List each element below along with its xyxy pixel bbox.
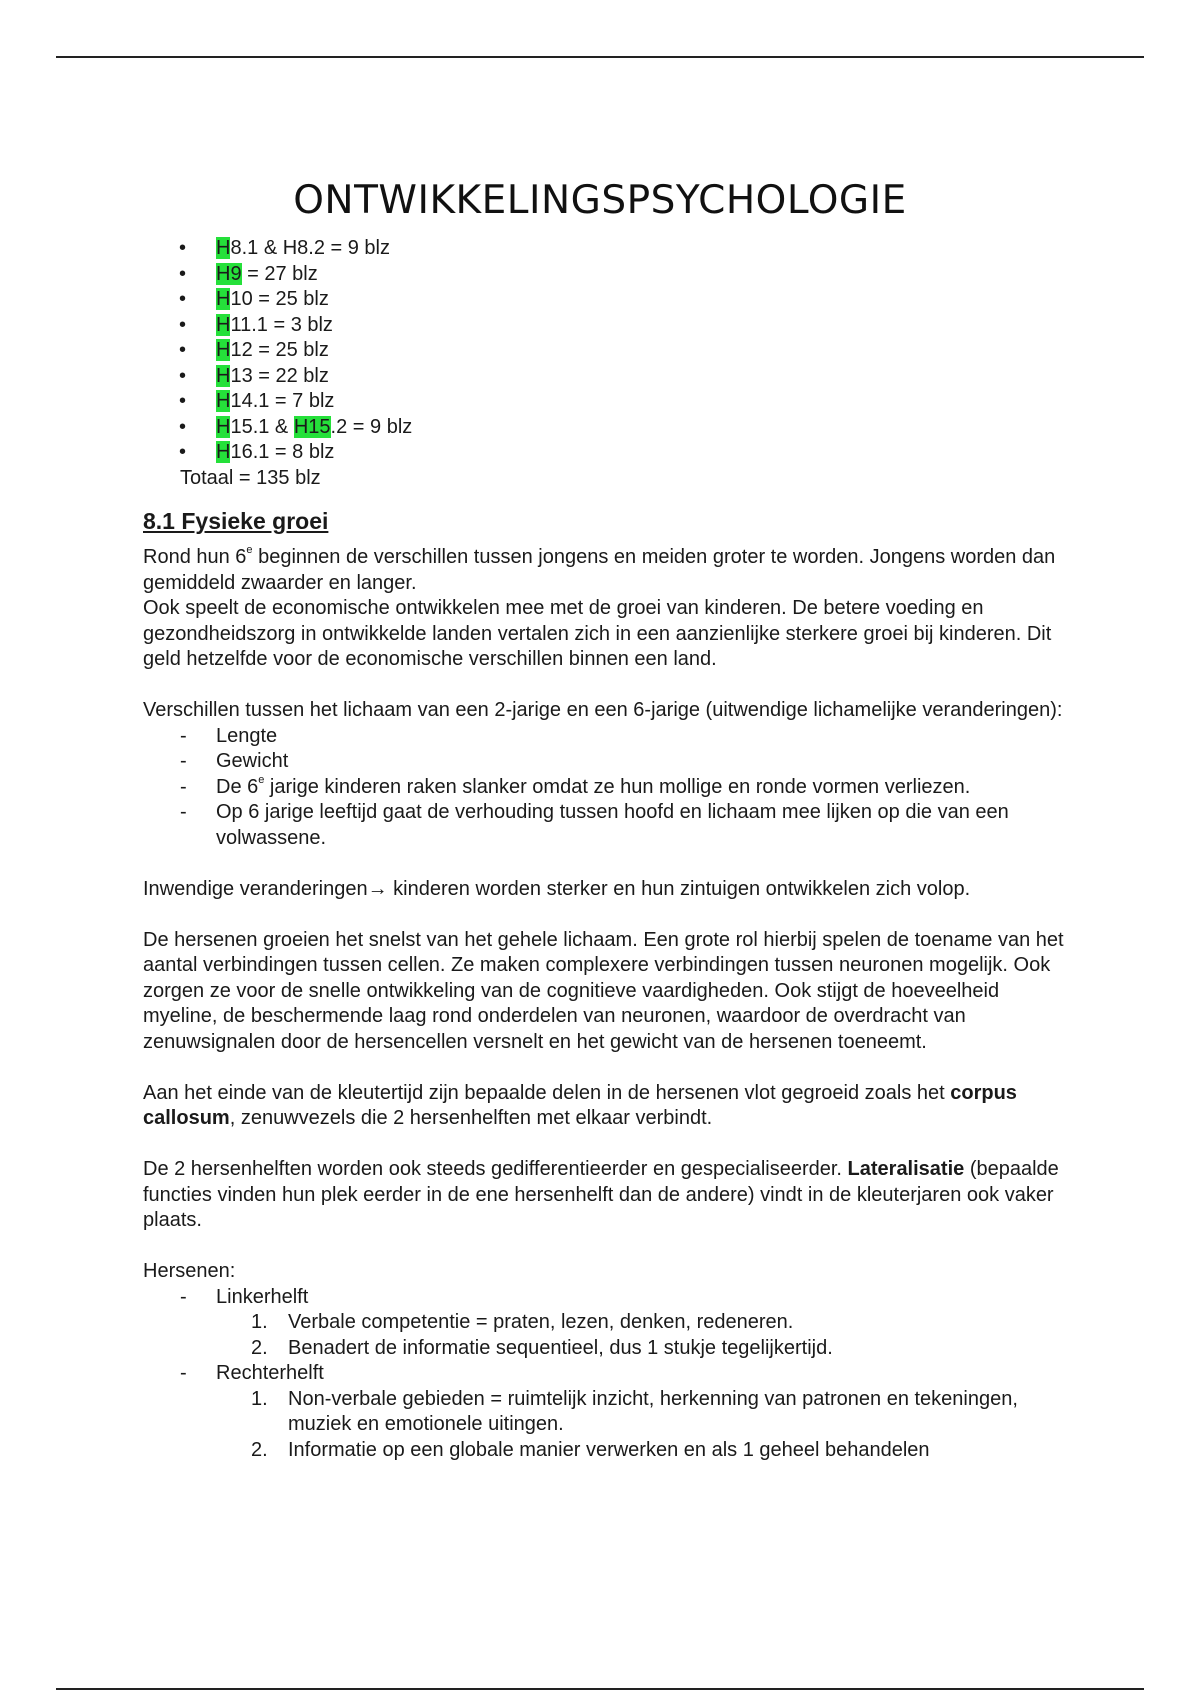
paragraph [143, 877, 1073, 903]
highlight: H15 [293, 415, 331, 438]
item-text: Lengte [216, 724, 278, 747]
number-marker: 2. [251, 1438, 268, 1461]
item-text: Rechterhelft [216, 1362, 324, 1384]
external-changes-list [143, 724, 1073, 852]
dash-marker: - [180, 801, 187, 823]
highlight: H [216, 339, 231, 361]
item-text: jarige kinderen raken slanker omdat ze hun mollige en ronde vormen verliezen. [264, 775, 971, 798]
spacer [143, 1234, 1073, 1260]
bold-term: Lateralisatie [847, 1158, 965, 1180]
chapter-text: 8.1 & H8.2 = 9 blz [230, 237, 390, 259]
item-text: De 6 [216, 775, 259, 798]
chapter-item [143, 415, 1073, 441]
dash-marker: - [180, 775, 187, 798]
spacer [143, 673, 1073, 699]
highlight: H [216, 390, 231, 412]
chapter-text: 14.1 = 7 blz [230, 390, 335, 412]
text: (bepaalde functies vinden hun plek eerder in de ene hersenhelft dan de andere) vindt in de kleuterjaren ook vaker plaats. [143, 1158, 1059, 1231]
highlight: H [216, 288, 231, 310]
text: Rond hun 6 [143, 546, 247, 568]
item-text: Linkerhelft [216, 1285, 309, 1308]
list-item [143, 1438, 1073, 1464]
paragraph [143, 1081, 1073, 1132]
paragraph: Hersenen: [143, 1260, 236, 1282]
dash-marker: - [180, 750, 187, 772]
list-item [143, 1285, 1073, 1311]
item-text: Op 6 jarige leeftijd gaat de verhouding tussen hoofd en lichaam mee lijken op die van een volwassene. [216, 801, 1009, 849]
text: Aan het einde van de kleutertijd zijn bepaalde delen in de hersenen vlot gegroeid zoals het [143, 1081, 951, 1104]
chapter-item [143, 440, 1073, 466]
list-item [143, 724, 1073, 750]
highlight: H [216, 313, 231, 336]
left-hemisphere-list [143, 1310, 1073, 1361]
text: beginnen de verschillen tussen jongens en meiden groter te worden. Jongens worden dan gemiddeld zwaarder en langer. [143, 546, 1056, 594]
highlight: H [216, 441, 231, 463]
section-heading: 8.1 Fysieke groei [143, 508, 329, 534]
spacer [143, 1055, 1073, 1081]
chapter-item [143, 262, 1073, 288]
number-marker: 2. [251, 1336, 268, 1359]
list-item [143, 775, 1073, 801]
list-item [143, 800, 1073, 851]
item-text: Informatie op een globale manier verwerken en als 1 geheel behandelen [288, 1438, 930, 1461]
chapter-text: 13 = 22 blz [230, 364, 329, 387]
document-title: ONTWIKKELINGSPSYCHOLOGIE [293, 178, 907, 223]
chapter-text: 12 = 25 blz [230, 339, 329, 361]
spacer [143, 1132, 1073, 1158]
brain-halves-list [143, 1361, 1073, 1387]
paragraph: Verschillen tussen het lichaam van een 2-jarige en een 6-jarige (uitwendige lichamelijke veranderingen): [143, 699, 1063, 721]
item-text: Benadert de informatie sequentieel, dus 1 stukje tegelijkertijd. [288, 1336, 833, 1359]
chapter-item [143, 389, 1073, 415]
chapter-item [143, 236, 1073, 262]
text: kinderen worden sterker en hun zintuigen ontwikkelen zich volop. [387, 877, 971, 900]
chapter-text: 16.1 = 8 blz [230, 441, 335, 463]
dash-marker: - [180, 1285, 187, 1308]
superscript: e [246, 544, 253, 557]
list-item [143, 1361, 1073, 1387]
right-hemisphere-list [143, 1387, 1073, 1464]
spacer [143, 902, 1073, 928]
number-marker: 1. [251, 1387, 268, 1410]
superscript: e [258, 773, 265, 786]
chapter-item [143, 313, 1073, 339]
text: Inwendige veranderingen [143, 877, 368, 900]
text: , zenuwvezels die 2 hersenhelften met elkaar verbindt. [229, 1107, 713, 1129]
dash-marker: - [180, 1362, 187, 1384]
paragraph [143, 1157, 1073, 1234]
item-text: Verbale competentie = praten, lezen, denken, redeneren. [288, 1311, 794, 1333]
chapter-text: 11.1 = 3 blz [230, 313, 333, 336]
total-pages: Totaal = 135 blz [180, 466, 321, 489]
item-text: Non-verbale gebieden = ruimtelijk inzicht, herkenning van patronen en tekeningen, muziek en emotionele uitingen. [288, 1387, 1018, 1435]
dash-marker: - [180, 724, 187, 747]
highlight: H [216, 364, 231, 387]
list-item [143, 1387, 1073, 1438]
chapter-item [143, 364, 1073, 390]
list-item [143, 1310, 1073, 1336]
paragraph: Ook speelt de economische ontwikkelen mee met de groei van kinderen. De betere voeding en gezondheidszorg in ontwikkelde landen vertalen zich in een aanzienlijke sterkere groei bij kinderen. Dit geld hetzelfde voor de economische verschillen binnen een land. [143, 597, 1052, 670]
paragraph: De hersenen groeien het snelst van het gehele lichaam. Een grote rol hierbij spelen de toename van het aantal verbindingen tussen cellen. Ze maken complexere verbindingen tussen neuronen mogelijk. Ook zorgen ze voor de snelle ontwikkeling van de cognitieve vaardigheden. Ook stijgt de hoeveelheid myeline, de beschermende laag rond onderdelen van neuronen, waardoor de overdracht van zenuwsignalen door de hersencellen versnelt en het gewicht van de hersenen toeneemt. [143, 928, 1064, 1053]
item-text: Gewicht [216, 750, 289, 772]
spacer [143, 851, 1073, 877]
footer-rule [56, 1688, 1144, 1690]
highlight: H [216, 415, 231, 438]
chapter-list [143, 236, 1073, 466]
chapter-text: 15.1 & [230, 415, 294, 438]
text: De 2 hersenhelften worden ook steeds gedifferentieerder en gespecialiseerder. [143, 1158, 848, 1180]
list-item [143, 1336, 1073, 1362]
chapter-text: = 27 blz [241, 262, 318, 285]
highlight: H [216, 237, 231, 259]
paragraph [143, 545, 1073, 596]
arrow-icon: → [367, 877, 388, 900]
chapter-item [143, 287, 1073, 313]
chapter-text: .2 = 9 blz [330, 415, 413, 438]
document-body [143, 236, 1073, 1463]
header-rule [56, 56, 1144, 58]
chapter-text: 10 = 25 blz [230, 288, 329, 310]
list-item [143, 749, 1073, 775]
chapter-item [143, 338, 1073, 364]
highlight: H9 [216, 262, 242, 285]
number-marker: 1. [251, 1311, 268, 1333]
brain-halves-list [143, 1285, 1073, 1311]
bold-term: corpus callosum [143, 1081, 1017, 1129]
